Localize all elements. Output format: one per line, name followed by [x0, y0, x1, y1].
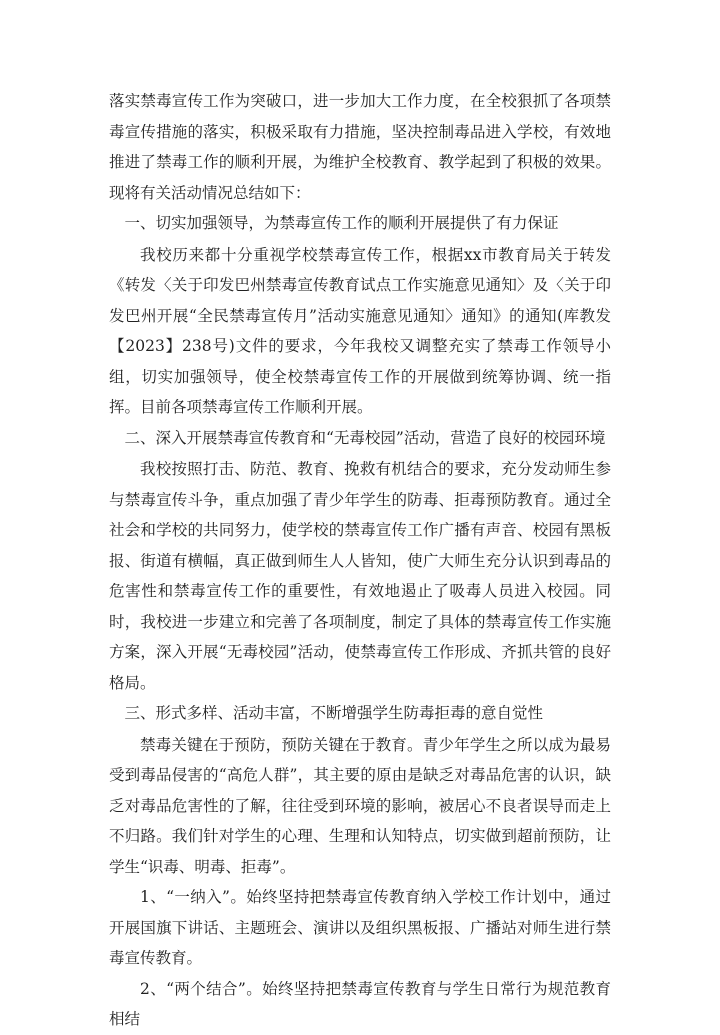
- paragraph-intro: 落实禁毒宣传工作为突破口，进一步加大工作力度，在全校狠抓了各项禁毒宣传措施的落实，积极采取有力措施，坚决控制毒品进入学校，有效地推进了禁毒工作的顺利开展，为维护全校教育、教学起到了积极的效果。现将有关活动情况总结如下：: [109, 92, 611, 202]
- paragraph-section-1: 我校历来都十分重视学校禁毒宣传工作，根据xx市教育局关于转发《转发〈关于印发巴州禁毒宣传教育试点工作实施意见通知〉及〈关于印发巴州开展“全民禁毒宣传月”活动实施意见通知〉通知》的通知(库教发【2023】238号)文件的要求，今年我校又调整充实了禁毒工作领导小组，切实加强领导，使全校禁毒宣传工作的开展做到统筹协调、统一指挥。目前各项禁毒宣传工作顺利开展。: [109, 245, 611, 416]
- list-item-2: 2、“两个结合”。始终坚持把禁毒宣传教育与学生日常行为规范教育相结: [109, 979, 611, 1028]
- section-heading-1: 一、切实加强领导，为禁毒宣传工作的顺利开展提供了有力保证: [124, 214, 559, 232]
- paragraph-section-2: 我校按照打击、防范、教育、挽救有机结合的要求，充分发动师生参与禁毒宣传斗争，重点加强了青少年学生的防毒、拒毒预防教育。通过全社会和学校的共同努力，使学校的禁毒宣传工作广播有声音、校园有黑板报、街道有横幅，真正做到师生人人皆知，使广大师生充分认识到毒品的危害性和禁毒宣传工作的重要性，有效地遏止了吸毒人员进入校园。同时，我校进一步建立和完善了各项制度，制定了具体的禁毒宣传工作实施方案，深入开展“无毒校园”活动，使禁毒宣传工作形成、齐抓共管的良好格局。: [109, 460, 611, 692]
- paragraph-section-3: 禁毒关键在于预防，预防关键在于教育。青少年学生之所以成为最易受到毒品侵害的“高危人群”，其主要的原由是缺乏对毒品危害的认识，缺乏对毒品危害性的了解，往往受到环境的影响，被居心不良者误导而走上不归路。我们针对学生的心理、生理和认知特点，切实做到超前预防，让学生“识毒、明毒、拒毒”。: [109, 735, 611, 876]
- document-body: [109, 86, 611, 1035]
- section-heading-2: 二、深入开展禁毒宣传教育和“无毒校园”活动，营造了良好的校园环境: [124, 428, 606, 447]
- list-item-1: 1、“一纳入”。始终坚持把禁毒宣传教育纳入学校工作计划中，通过开展国旗下讲话、主题班会、演讲以及组织黑板报、广播站对师生进行禁毒宣传教育。: [109, 888, 611, 967]
- section-heading-3: 三、形式多样、活动丰富，不断增强学生防毒拒毒的意自觉性: [124, 704, 544, 722]
